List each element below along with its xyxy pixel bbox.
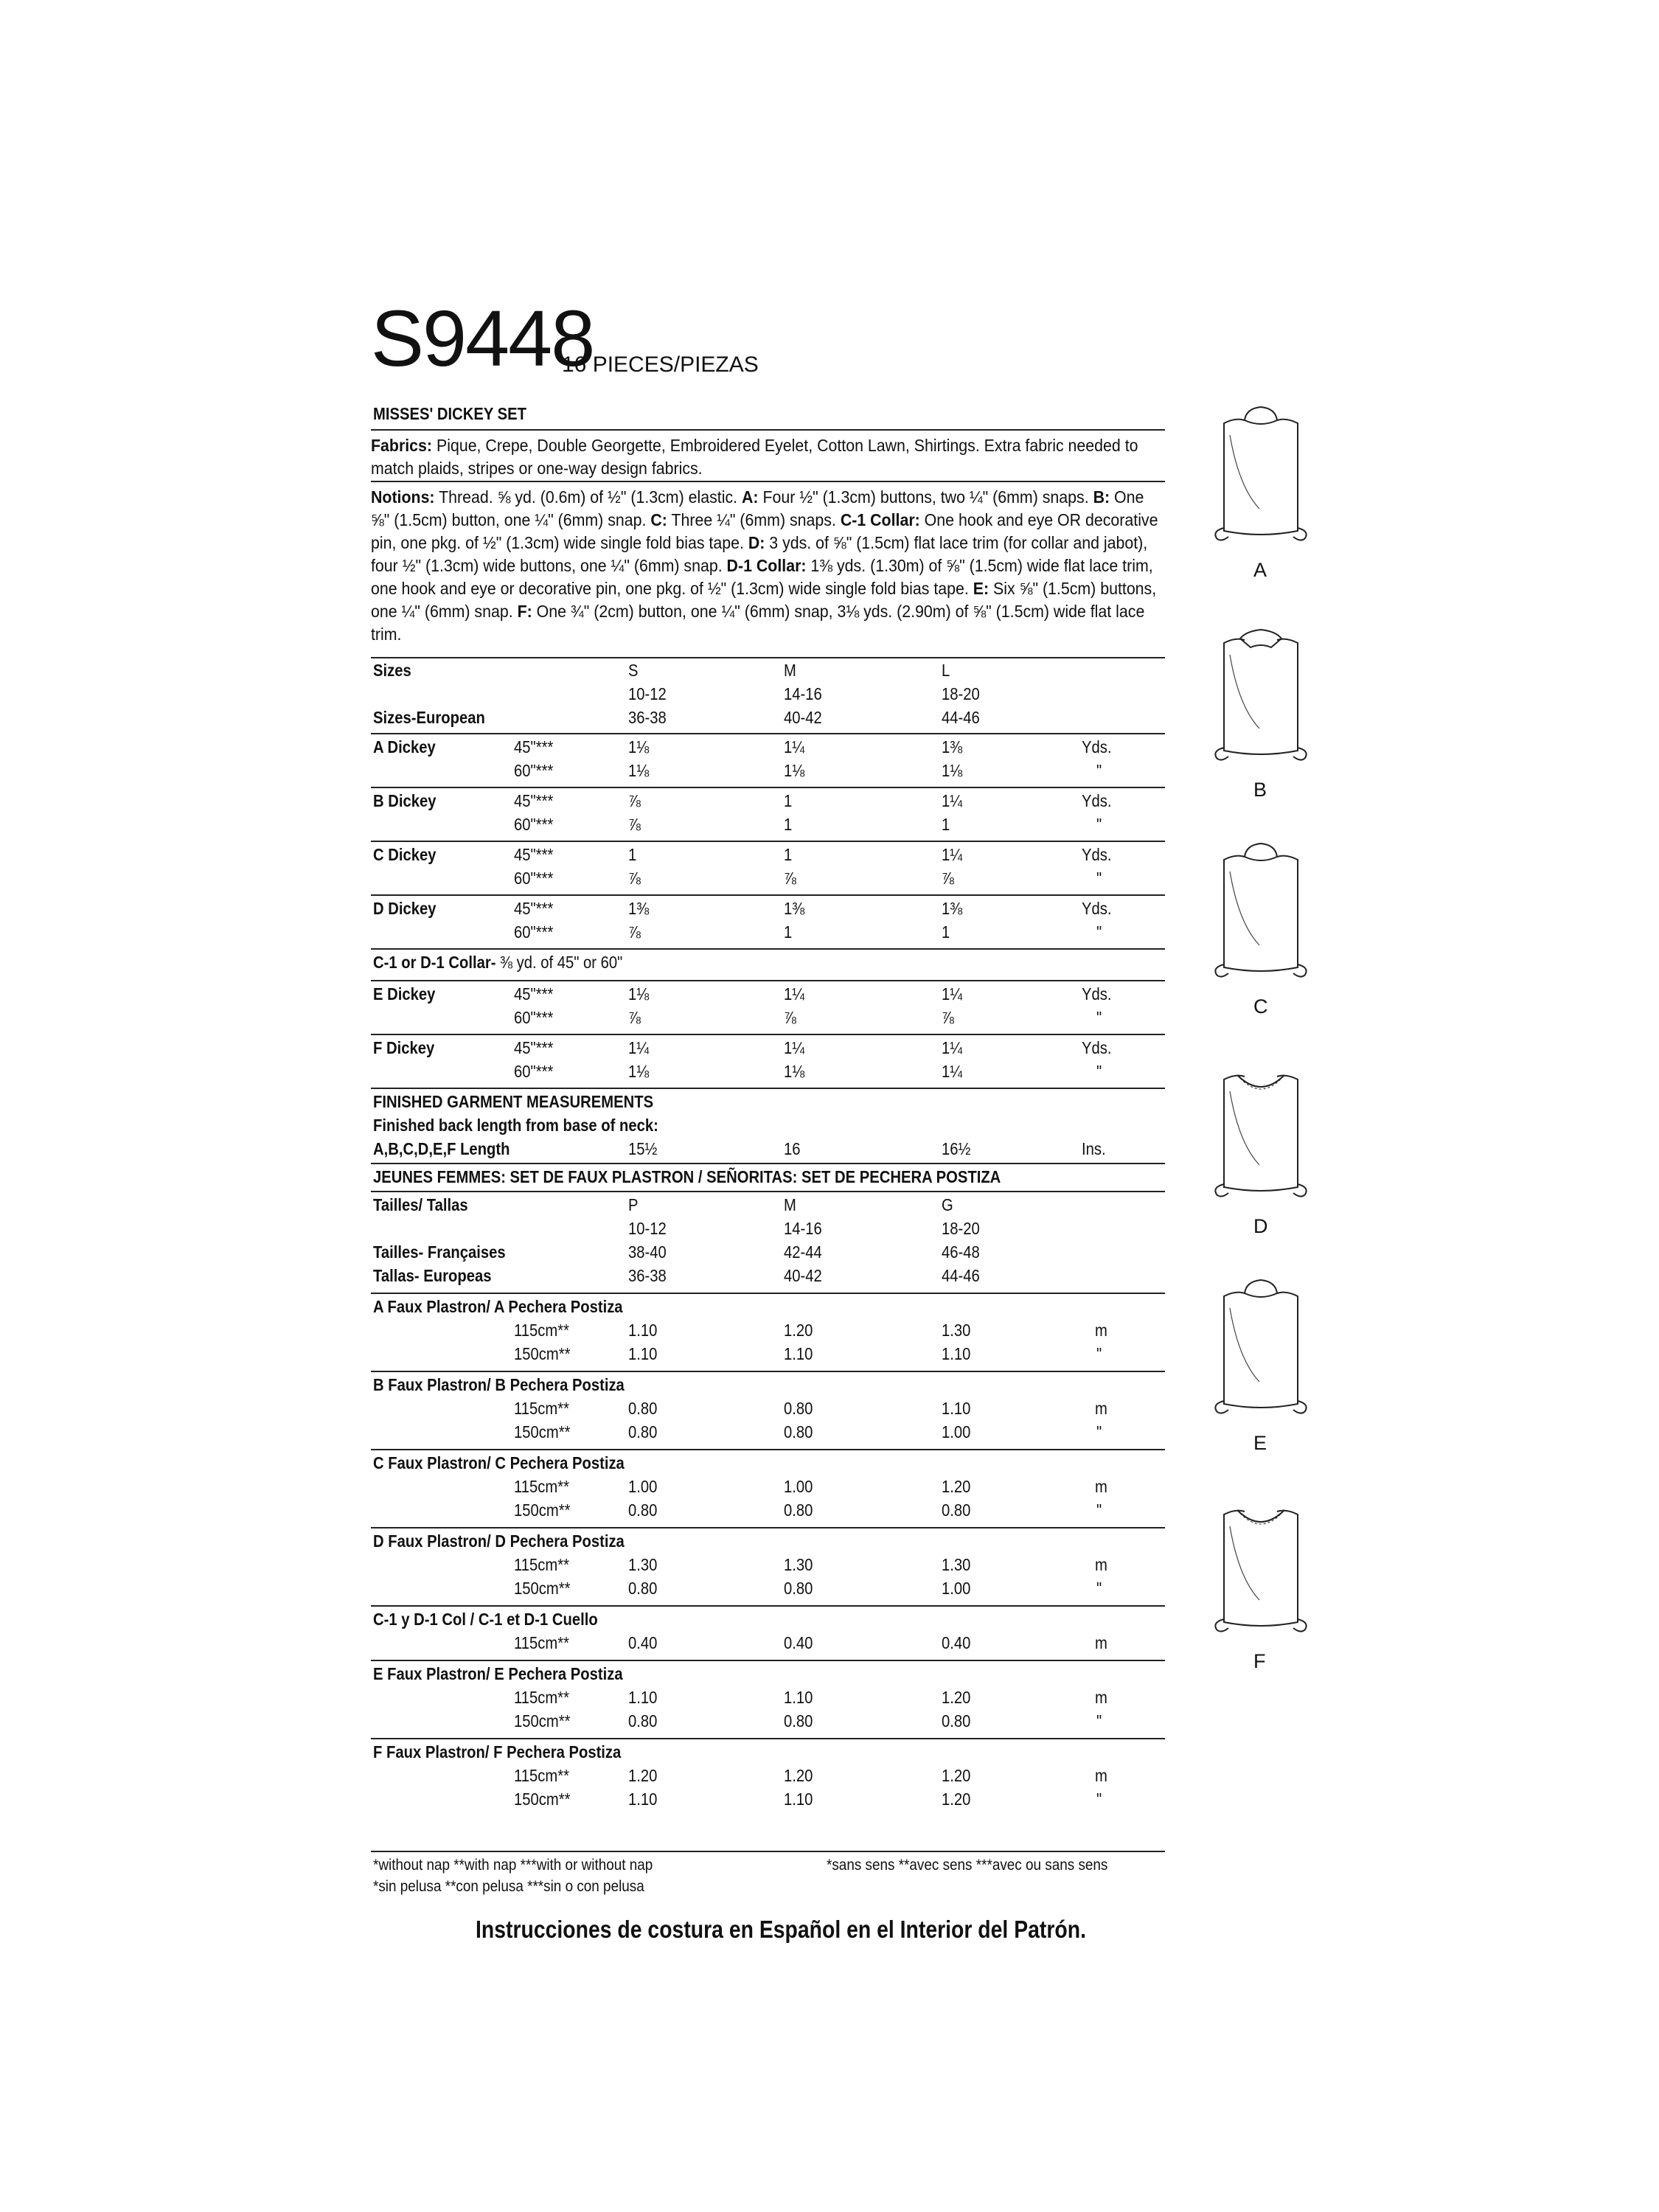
view-name: B Faux Plastron/ B Pechera Postiza [373,1375,625,1394]
size-us: 18-20 [942,684,980,703]
fabric-width: 60"*** [514,869,554,888]
meterage-value: 1.20 [942,1790,971,1809]
unit: " [1096,1579,1102,1598]
yardage-value: 1¼ [942,791,963,810]
unit: m [1095,1477,1107,1496]
unit: Ins. [1082,1139,1106,1158]
unit: Yds. [1082,791,1112,810]
yardage-value: ⅞ [628,815,641,834]
divider [371,733,1165,734]
view-name: E Faux Plastron/ E Pechera Postiza [373,1664,623,1683]
divider [371,1449,1165,1450]
size-us: 14-16 [784,684,822,703]
meterage-value: 0.80 [628,1500,658,1520]
meterage-value: 1.20 [784,1766,813,1785]
size-us: 14-16 [784,1219,822,1238]
meterage-value: 1.30 [942,1321,971,1340]
size-es: 44-46 [942,1266,980,1285]
yardage-value: 1 [942,922,950,942]
divider [371,1191,1165,1192]
yardage-value: 1⅜ [628,899,650,918]
meterage-value: 0.80 [784,1500,813,1520]
size-es: 40-42 [784,1266,822,1285]
fabric-width: 60"*** [514,922,554,942]
size-code: S [628,661,639,680]
divider [371,1293,1165,1294]
yardage-value: 1¼ [942,984,963,1004]
tallas-es-label: Tallas- Europeas [373,1266,492,1285]
unit: " [1096,1500,1102,1520]
size-fr: 42-44 [784,1242,822,1262]
length-value: 15½ [628,1139,658,1158]
fabric-width: 45"*** [514,791,554,810]
finished-title: FINISHED GARMENT MEASUREMENTS [373,1092,654,1111]
fabric-width: 45"*** [514,899,554,918]
fabric-width: 60"*** [514,1008,554,1027]
divider [371,1605,1165,1607]
view-name: B Dickey [373,791,437,810]
divider [371,1163,1165,1164]
view-name: C Faux Plastron/ C Pechera Postiza [373,1453,625,1472]
yardage-value: 1⅜ [942,899,963,918]
size-code: M [784,661,796,680]
yardage-value: 1⅛ [784,761,805,780]
yardage-value: 1⅛ [628,1062,650,1081]
size-code: P [628,1195,639,1214]
view-label: B [1253,779,1267,801]
meterage-value: 0.80 [628,1399,658,1418]
meterage-value: 0.80 [942,1711,971,1731]
size-code: M [784,1195,796,1214]
size-eu: 36-38 [628,708,667,727]
meterage-value: 0.80 [628,1711,658,1731]
fabric-width: 150cm** [514,1500,571,1520]
meterage-value: 1.30 [784,1555,813,1574]
unit: " [1096,922,1102,942]
size-us: 10-12 [628,1219,667,1238]
fabric-width: 115cm** [514,1399,570,1418]
divider [371,894,1165,896]
yardage-value: ⅞ [628,791,641,810]
fabric-width: 150cm** [514,1790,571,1809]
view-name: A Faux Plastron/ A Pechera Postiza [373,1297,623,1316]
meterage-value: 1.20 [942,1688,971,1707]
unit: m [1095,1766,1107,1785]
yardage-value: 1⅛ [628,984,650,1004]
meterage-value: 1.10 [628,1321,658,1340]
yardage-value: 1 [784,845,793,864]
unit: " [1096,1008,1102,1027]
size-us: 10-12 [628,684,667,703]
view-name: D Faux Plastron/ D Pechera Postiza [373,1531,625,1551]
meterage-value: 1.10 [942,1344,971,1363]
unit: " [1096,1344,1102,1363]
divider [371,1660,1165,1661]
finished-label: A,B,C,D,E,F Length [373,1139,510,1158]
unit: Yds. [1082,899,1112,918]
fabric-width: 45"*** [514,845,554,864]
size-fr: 38-40 [628,1242,667,1262]
yardage-value: 1¼ [942,1038,963,1057]
unit: m [1095,1633,1107,1652]
meterage-value: 1.10 [628,1688,658,1707]
fabric-width: 115cm** [514,1477,570,1496]
unit: m [1095,1688,1107,1707]
divider [371,1527,1165,1528]
divider [371,948,1165,950]
yardage-value: 1¼ [942,1062,963,1081]
meterage-value: 1.30 [942,1555,971,1574]
length-value: 16½ [942,1139,971,1158]
yardage-value: ⅞ [628,869,641,888]
yardage-value: 1¼ [628,1038,650,1057]
footnote-en: *without nap **with nap ***with or without nap [373,1857,653,1874]
yardage-value: 1¼ [942,845,963,864]
meterage-value: 1.10 [628,1344,658,1363]
dickey-view-b-drawing [1194,618,1327,787]
view-label: C [1253,995,1268,1018]
sizes-label: Sizes [373,661,411,680]
meterage-value: 1.10 [784,1688,813,1707]
unit: " [1096,1790,1102,1809]
meterage-value: 1.10 [784,1344,813,1363]
length-value: 16 [784,1139,801,1158]
fabric-width: 115cm** [514,1321,570,1340]
meterage-value: 0.40 [942,1633,971,1652]
yardage-value: 1⅛ [784,1062,805,1081]
fabric-width: 45"*** [514,1038,554,1057]
fabric-width: 45"*** [514,737,554,757]
meterage-value: 1.20 [628,1766,658,1785]
tailles-fr-label: Tailles- Françaises [373,1242,506,1262]
fabric-width: 115cm** [514,1688,570,1707]
finished-sub: Finished back length from base of neck: [373,1116,658,1135]
dickey-view-c-drawing [1194,835,1327,1004]
fabrics-text: Fabrics: Pique, Crepe, Double Georgette, Embroidered Eyelet, Cotton Lawn, Shirtings. Extra fabric needed to match plaids, stripes or one-way design fabrics. [371,436,1138,478]
sizes-european-label: Sizes-European [373,708,485,727]
divider [371,1034,1165,1035]
yardage-value: ⅞ [942,869,954,888]
meterage-value: 1.20 [784,1321,813,1340]
fabric-width: 150cm** [514,1344,571,1363]
size-eu: 40-42 [784,708,822,727]
unit: Yds. [1082,1038,1112,1057]
unit: " [1096,761,1102,780]
tailles-label: Tailles/ Tallas [373,1195,468,1214]
meterage-value: 0.40 [628,1633,658,1652]
meterage-value: 1.30 [628,1555,658,1574]
yardage-value: 1 [784,791,793,810]
unit: " [1096,815,1102,834]
yardage-value: 1⅜ [784,899,805,918]
fabric-width: 45"*** [514,984,554,1004]
unit: Yds. [1082,737,1112,757]
fabric-width: 60"*** [514,815,554,834]
size-eu: 44-46 [942,708,980,727]
yardage-value: ⅞ [628,922,641,942]
divider [371,1738,1165,1739]
view-label: F [1253,1650,1266,1672]
yardage-value: 1 [784,922,793,942]
size-es: 36-38 [628,1266,667,1285]
fabric-width: 115cm** [514,1555,570,1574]
spanish-instructions-note: Instrucciones de costura en Español en el Interior del Patrón. [476,1916,1086,1943]
unit: Yds. [1082,845,1112,864]
yardage-value: 1⅛ [628,761,650,780]
unit: " [1096,1062,1102,1081]
size-code: G [942,1195,953,1214]
yardage-value: 1¼ [784,737,805,757]
divider [371,980,1165,981]
piece-count: 16 PIECES/PIEZAS [562,352,759,377]
footnote-fr: *sans sens **avec sens ***avec ou sans sens [827,1857,1108,1874]
view-name: F Dickey [373,1038,435,1057]
meterage-value: 1.10 [784,1790,813,1809]
pattern-number: S9448 [371,293,594,383]
meterage-value: 0.80 [784,1399,813,1418]
collar-yardage: C-1 or D-1 Collar- ⅜ yd. of 45" or 60" [373,953,623,972]
size-us: 18-20 [942,1219,980,1238]
size-fr: 46-48 [942,1242,980,1262]
pattern-title: MISSES' DICKEY SET [373,404,527,423]
yardage-value: ⅞ [942,1008,954,1027]
meterage-value: 1.00 [942,1579,971,1598]
yardage-value: 1⅛ [628,737,650,757]
yardage-value: 1¼ [784,1038,805,1057]
unit: " [1096,1711,1102,1731]
divider [371,1088,1165,1089]
yardage-value: ⅞ [784,869,796,888]
meterage-value: 0.80 [784,1579,813,1598]
fabric-width: 60"*** [514,761,554,780]
dickey-view-d-drawing [1194,1054,1327,1224]
yardage-value: 1 [784,815,793,834]
unit: m [1095,1555,1107,1574]
view-label: D [1253,1215,1268,1237]
view-name: E Dickey [373,984,436,1004]
yardage-value: 1 [628,845,637,864]
unit: m [1095,1321,1107,1340]
fabric-width: 115cm** [514,1766,570,1785]
fabric-width: 115cm** [514,1633,570,1652]
meterage-value: 1.20 [942,1477,971,1496]
unit: Yds. [1082,984,1112,1004]
view-name: D Dickey [373,899,437,918]
divider [371,1371,1165,1372]
fabric-width: 150cm** [514,1579,571,1598]
view-label: E [1253,1432,1267,1454]
meterage-value: 0.80 [942,1500,971,1520]
meterage-value: 0.80 [628,1422,658,1441]
fabric-width: 150cm** [514,1422,571,1441]
view-name: F Faux Plastron/ F Pechera Postiza [373,1742,622,1761]
yardage-value: 1⅜ [942,737,963,757]
meterage-value: 1.00 [628,1477,658,1496]
meterage-value: 1.20 [942,1766,971,1785]
divider [371,787,1165,788]
meterage-value: 0.40 [784,1633,813,1652]
yardage-value: ⅞ [784,1008,796,1027]
meterage-value: 1.00 [942,1422,971,1441]
yardage-value: 1⅛ [942,761,963,780]
unit: " [1096,869,1102,888]
meterage-value: 1.00 [784,1477,813,1496]
divider [371,657,1165,658]
view-label: A [1253,559,1267,581]
dickey-view-f-drawing [1194,1489,1327,1659]
divider [371,841,1165,842]
fabric-width: 150cm** [514,1711,571,1731]
footnote-es: *sin pelusa **con pelusa ***sin o con pelusa [373,1878,644,1895]
unit: m [1095,1399,1107,1418]
yardage-value: ⅞ [628,1008,641,1027]
unit: " [1096,1422,1102,1441]
fabric-width: 60"*** [514,1062,554,1081]
spanish-title: JEUNES FEMMES: SET DE FAUX PLASTRON / SEÑORITAS: SET DE PECHERA POSTIZA [373,1167,1001,1186]
view-name: C Dickey [373,845,437,864]
view-name: A Dickey [373,737,436,757]
yardage-value: 1¼ [784,984,805,1004]
meterage-value: 0.80 [628,1579,658,1598]
dickey-view-e-drawing [1194,1271,1327,1441]
size-code: L [942,661,950,680]
yardage-value: 1 [942,815,950,834]
view-name: C-1 y D-1 Col / C-1 et D-1 Cuello [373,1610,598,1629]
meterage-value: 0.80 [784,1711,813,1731]
meterage-value: 1.10 [942,1399,971,1418]
notions-text: Notions: Thread. ⅝ yd. (0.6m) of ½" (1.3cm) elastic. A: Four ½" (1.3cm) buttons, two ¼" (6mm) snaps. B: One ⅝" (1.5cm) button, one ¼" (6mm) snap. C: Three ¼" (6mm) snaps. C-1 Collar: One hook and eye OR decorative pin, one pkg. of ½" (1.3cm) wide single fold bias tape. D: 3 yds. of ⅝" (1.5cm) flat lace trim (for collar and jabot), four ½" (1.3cm) wide buttons, one ¼" (6mm) snap. D-1 Collar: 1⅜ yds. (1.30m) of ⅝" (1.5cm) wide flat lace trim, one hook and eye or decorative pin, one pkg. of ½" (1.3cm) wide single fold bias tape. E: Six ⅝" (1.5cm) buttons, one ¼" (6mm) snap. F: One ¾" (2cm) button, one ¼" (6mm) snap, 3⅛ yds. (2.90m) of ⅝" (1.5cm) wide flat lace trim. [371,487,1158,644]
meterage-value: 1.10 [628,1790,658,1809]
dickey-view-a-drawing [1194,398,1327,568]
meterage-value: 0.80 [784,1422,813,1441]
